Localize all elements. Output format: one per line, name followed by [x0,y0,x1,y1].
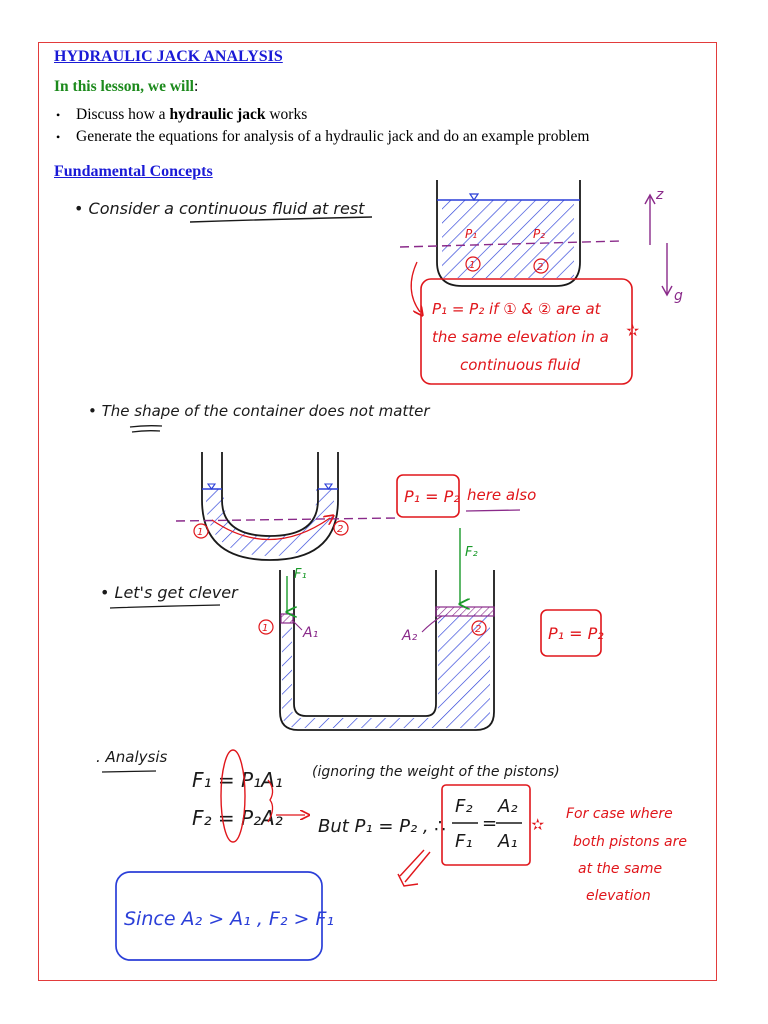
box1-line2: the same elevation in a [432,328,609,346]
but-statement: But P₁ = P₂ , ∴ [318,816,446,837]
u-tube-diagram [176,452,396,560]
u-tube-fluid [206,489,334,556]
lesson-intro-text: In this lesson, we will [54,78,194,95]
underline-clever [110,605,220,608]
box1-line3: continuous fluid [460,356,581,374]
underline-shape [130,426,162,432]
note-shape: • The shape of the container does not matter [88,402,430,420]
container-diagram [400,180,622,286]
here-also: here also [467,486,537,504]
small-piston [281,614,293,623]
surface-marker-icon [208,484,215,489]
surface-marker-icon [470,194,478,200]
objective-bold: hydraulic jack [169,106,266,123]
box1-line1: P₁ = P₂ if ① & ② are at [432,300,601,318]
case-line-2: both pistons are [573,834,687,850]
ratio-a1: A₁ [498,831,518,852]
objective-text-end: works [265,106,308,123]
fluid-region [442,200,574,278]
label-p2: P₂ [533,227,546,241]
ignoring-note: (ignoring the weight of the pistons) [312,764,560,780]
point-1-label: 1 [262,623,269,634]
ratio-f1: F₁ [455,831,473,852]
u-tube-inner [222,452,318,536]
force-f2-label: F₂ [465,545,478,560]
down-left-arrow-icon [398,850,430,886]
underline-analysis [102,771,156,772]
point-2-label: 2 [337,524,344,535]
underline-here [466,510,520,511]
surface-marker-icon [325,484,332,489]
label-p1: P₁ [465,227,478,241]
axis-z-label: z [656,187,664,203]
ratio-f2: F₂ [455,796,473,817]
box3-eq: P₁ = P₂ [548,624,604,643]
conclusion-text: Since A₂ > A₁ , F₂ > F₁ [124,908,334,930]
star-icon: ✫ [531,815,545,834]
equation-2: F₂ = P₂A₂ [192,806,283,830]
note-clever: • Let's get clever [100,583,238,602]
axes-diagram [645,187,683,304]
case-line-4: elevation [586,888,651,904]
equation-1: F₁ = P₁A₁ [192,768,283,792]
svg-text:=: = [482,813,498,834]
point-1-label: 1 [469,260,476,271]
area-a1-label: A₁ [303,625,319,641]
lesson-intro-colon: : [193,78,199,95]
note-analysis: . Analysis [96,748,168,766]
area-a2-label: A₂ [402,628,418,644]
case-line-3: at the same [578,861,663,877]
point-2-label: 2 [475,624,482,635]
star-icon: ✫ [626,321,640,340]
case-line-1: For case where [566,806,673,822]
ratio-a2: A₂ [498,796,518,817]
objective-text: Discuss how a [76,106,170,123]
box2-eq: P₁ = P₂ [404,487,460,506]
point-1-label: 1 [197,527,204,538]
section-title: Fundamental Concepts [54,163,213,180]
axis-g-label: g [674,288,683,304]
force-f1-label: F₁ [294,567,307,582]
pointer-arrow [411,262,420,312]
note-consider: • Consider a continuous fluid at rest [74,199,365,218]
point-2-label: 2 [537,262,544,273]
objective-text: Generate the equations for analysis of a hydraulic jack and do an example problem [76,128,590,145]
page-title: HYDRAULIC JACK ANALYSIS [54,48,283,65]
large-piston [436,607,494,616]
